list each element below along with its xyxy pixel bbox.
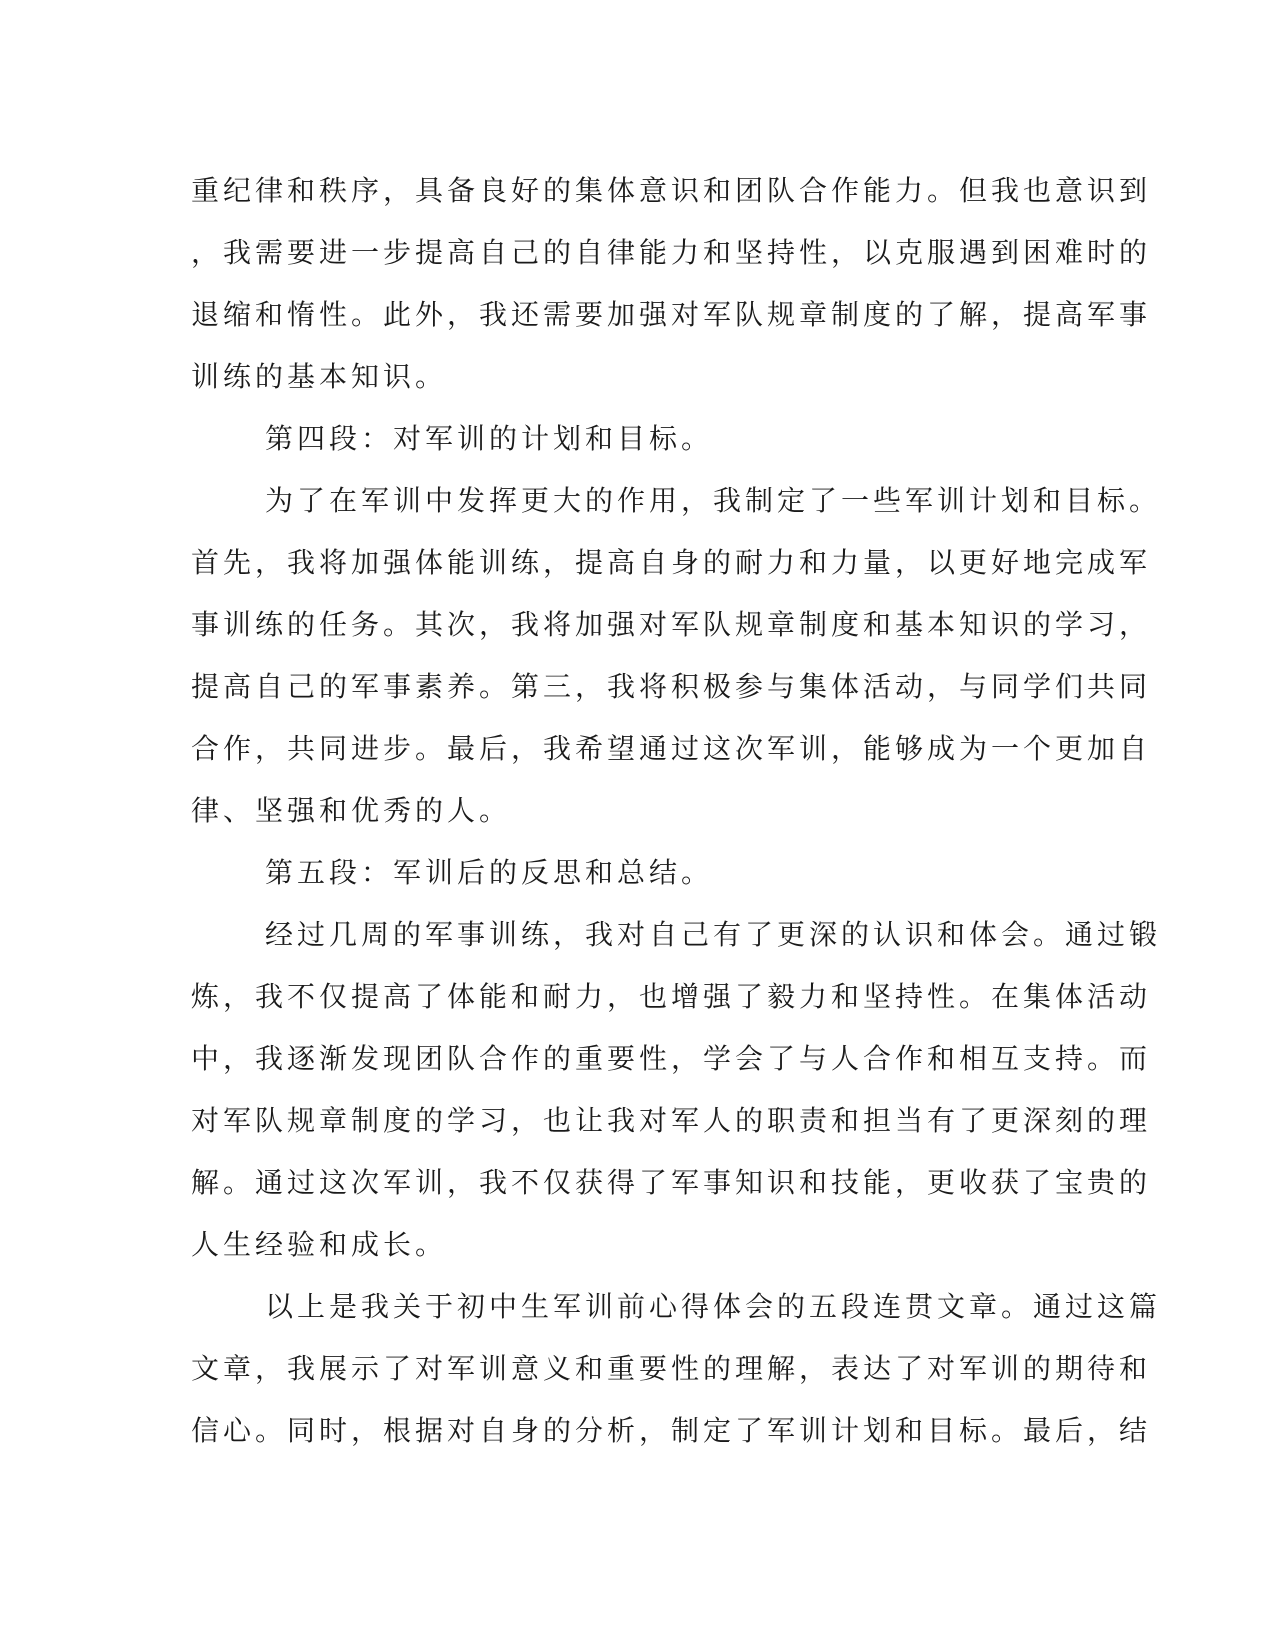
text-line: ，我需要进一步提高自己的自律能力和坚持性，以克服遇到困难时的 [191, 236, 1152, 269]
text-line: 经过几周的军事训练，我对自己有了更深的认识和体会。通过锻 [265, 918, 1162, 951]
text-line: 首先，我将加强体能训练，提高自身的耐力和力量，以更好地完成军 [191, 546, 1152, 579]
text-line: 对军队规章制度的学习，也让我对军人的职责和担当有了更深刻的理 [191, 1104, 1152, 1137]
text-line: 解。通过这次军训，我不仅获得了军事知识和技能，更收获了宝贵的 [191, 1166, 1152, 1199]
section-heading: 第五段：军训后的反思和总结。 [265, 856, 714, 889]
text-line: 信心。同时，根据对自身的分析，制定了军训计划和目标。最后，结 [191, 1414, 1152, 1447]
text-line: 人生经验和成长。 [191, 1228, 448, 1261]
text-line: 重纪律和秩序，具备良好的集体意识和团队合作能力。但我也意识到 [191, 174, 1152, 207]
text-line: 律、坚强和优秀的人。 [191, 794, 512, 827]
text-line: 训练的基本知识。 [191, 360, 448, 393]
document-body [191, 160, 1162, 1462]
text-line: 为了在军训中发挥更大的作用，我制定了一些军训计划和目标。 [265, 484, 1162, 517]
text-line: 事训练的任务。其次，我将加强对军队规章制度和基本知识的学习， [191, 608, 1152, 641]
text-line: 文章，我展示了对军训意义和重要性的理解，表达了对军训的期待和 [191, 1352, 1152, 1385]
text-line: 退缩和惰性。此外，我还需要加强对军队规章制度的了解，提高军事 [191, 298, 1152, 331]
section-heading: 第四段：对军训的计划和目标。 [265, 422, 714, 455]
text-line: 中，我逐渐发现团队合作的重要性，学会了与人合作和相互支持。而 [191, 1042, 1152, 1075]
text-line: 以上是我关于初中生军训前心得体会的五段连贯文章。通过这篇 [265, 1290, 1162, 1323]
text-line: 合作，共同进步。最后，我希望通过这次军训，能够成为一个更加自 [191, 732, 1152, 765]
text-line: 提高自己的军事素养。第三，我将积极参与集体活动，与同学们共同 [191, 670, 1152, 703]
text-line: 炼，我不仅提高了体能和耐力，也增强了毅力和坚持性。在集体活动 [191, 980, 1152, 1013]
